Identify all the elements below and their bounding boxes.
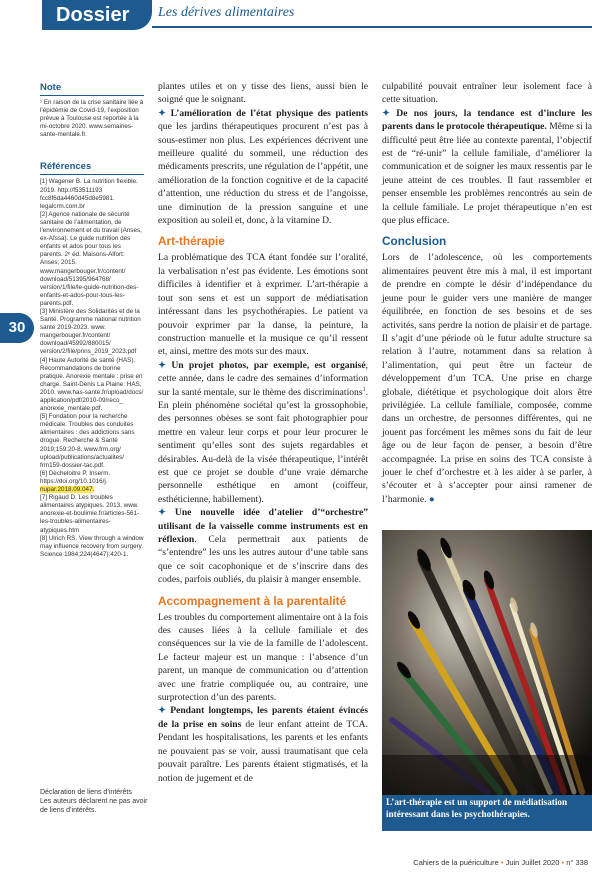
reference-item: [5] Fondation pour la recherche médicale. Troubles des conduites alimentaires : des addictions sans drogue. Recherche & Santé 2019;159:20-8. www.frm.org/ upload/publications/actualites/ frm159-dossier-tac.pdf. xyxy=(40,413,135,469)
declaration xyxy=(40,788,150,815)
references-list xyxy=(40,178,144,558)
paragraph-text: Lors de l’adolescence, où les comportements alimentaires peuvent être mis à mal, il est important de prendre en compte le désir d’indépendance du jeune pour le guider vers une manière de manger équilibrée, en fonction de ses besoins et de ses activités, sans perdre la notion de plaisir et de partage. Il s’agit d’une période où le futur adulte structure sa relation à l’autre, notamment dans sa relation à l’alimentation, qui peut être un facteur de développement d’un TCA. Une prise en charge globale, diététique et psychologique doit alors être privilégiée. La cellule familiale, composée, comme dans un orchestre, de personnes différentes, qui ne jouent pas forcément les mêmes sons du fait de leur âge ou de leur façon de penser, a besoin d’être accompagnée. La prise en soins des TCA consiste à jouer le chef d’orchestre et à les aider à se parler, à s’écouter et à s’accepter pour ainsi ramener de l’harmonie. xyxy=(382,252,592,505)
separator-dot-icon: • xyxy=(500,858,504,867)
references-rule xyxy=(40,174,144,175)
note-paragraph: ¹ En raison de la crise sanitaire liée à l’épidémie de Covid-19, l’exposition prévue à Toulouse est reportée à la mi-octobre 2020. www.semaines-sante-mentale.fr. xyxy=(40,99,144,139)
paragraph: plantes utiles et on y tisse des liens, aussi bien le soigné que le soignant. xyxy=(158,81,368,106)
paragraph: Les troubles du comportement alimentaire ont à la fois des causes liées à la cellule familiale et des conséquences sur la vie de la famille de l’adolescent. Le facteur majeur est un manque : l’absence d’un parent, un manque de communication ou d’attention avec une fratrie compliquée ou, au contraire, une surprotection d’un des parents. xyxy=(158,611,368,704)
reference-item: [8] Ulrich RS. View through a window may influence recovery from surgery. Science 1984;224(4647):420-1. xyxy=(40,534,144,558)
paragraph-text: . Cela permettrait aux patients de “s’entendre” les uns les autres autour d’une table sans que ce soit cacophonique et de s’inscrire dans des codes, parfois oubliés, du plaisir à manger ensemble. xyxy=(158,534,368,586)
lead-in: Un projet photos, par exemple, est organisé xyxy=(171,359,366,371)
issue-date: Juin Juillet 2020 xyxy=(505,858,560,867)
note-text xyxy=(40,99,144,139)
reference-item: [1] Wagener B. La nutrition flexible. 2019. http://f53511193 fcc8f6da4460d45d8e5981. legalcrm.com.br xyxy=(40,178,138,210)
page-footer xyxy=(413,858,588,867)
paragraph-text: Même si la difficulté peut être liée au contexte parental, l’objectif est de “ré-unir” la cellule familiale, d’améliorer la communication et de soigner les maux ressentis par le jeune atteint de ces troubles. Il faut rassembler et penser ensemble les problèmes rencontrés au sein de la cellule familiale. Le projet thérapeutique n’en est que plus efficace. xyxy=(382,121,592,227)
diamond-bullet-icon: ✦ xyxy=(158,107,171,119)
photo-caption: L’art-thérapie est un support de médiatisation intéressant dans les psychothérapies. xyxy=(386,797,568,819)
paragraph xyxy=(158,506,368,586)
references-title: Références xyxy=(40,161,92,173)
article-column-2 xyxy=(382,80,592,506)
lead-in: Pendant longtemps, les parents étaient évincés de la prise en soins xyxy=(158,705,369,730)
reference-item: [4] Haute Autorité de santé (HAS). Recommandations de bonne pratique. Anorexie mentale : prise en charge. Saint-Denis La Plaine: HAS; 2010. www.has-sante.fr/upload/docs/ application/pdf/2010-09/reco_ anorexie_mentale.pdf. xyxy=(40,356,144,413)
heading-conclusion: Conclusion xyxy=(382,234,447,249)
reference-item: [2] Agence nationale de sécurité sanitaire de l’alimentation, de l’environnement et du travail (Anses, ex-Afssa). Le guide nutrition des enfants et ados pour tous les parents. 2ᵉ éd. Maisons-Alfort: Anses; 2015. www.mangerbouger.fr/content/ download/51395/964768/ version/1/file/le-guide-nutrition-des-enfants-et-ados-pour-tous-les-parents.pdf. xyxy=(40,210,142,307)
spacer xyxy=(40,139,144,161)
separator-dot-icon: • xyxy=(561,858,565,867)
section-tab: Dossier xyxy=(42,0,152,30)
reference-text: [6] Decheloitre P. Inserm. https://doi.org/10.1016/j. xyxy=(40,469,111,485)
lead-in: Une nouvelle idée d’atelier d’“orchestre” utilisant de la vaisselle comme instruments est en réflexion xyxy=(158,507,368,545)
end-mark-icon: ● xyxy=(428,493,435,505)
issue-number: n° 338 xyxy=(566,858,588,867)
lead-in: L’amélioration de l’état physique des patients xyxy=(170,107,369,119)
paragraph xyxy=(158,359,368,506)
page-number: 30 xyxy=(0,313,34,343)
journal-name: Cahiers de la puériculture xyxy=(413,858,499,867)
diamond-bullet-icon: ✦ xyxy=(158,705,171,717)
diamond-bullet-icon: ✦ xyxy=(158,359,172,371)
paintbrush-photo xyxy=(382,530,592,795)
heading-accompagnement: Accompagnement à la parentalité xyxy=(158,593,347,608)
paintbrushes-image xyxy=(382,530,592,795)
diamond-bullet-icon: ✦ xyxy=(158,507,175,519)
reference-item: [3] Ministère des Solidarités et de la Santé. Programme national nutrition santé 2019-2023. www. mangerbouger.fr/content/ download/45992/880015/ version/2/file/pnns_2019_2023.pdf xyxy=(40,307,141,356)
section-subtitle: Les dérives alimentaires xyxy=(158,5,295,20)
diamond-bullet-icon: ✦ xyxy=(382,107,397,119)
header-rule xyxy=(152,26,592,28)
paragraph xyxy=(382,107,592,228)
paragraph-text: de leur enfant atteint de TCA. Pendant les hospitalisations, les parents et les enfants ne pouvaient pas se voir, aussi traumatisant que cela pouvait paraître. Les parents étaient stigmatisés, et la notion de jugement et de xyxy=(158,718,368,784)
paragraph: culpabilité pouvait entraîner leur isolement face à cette situation. xyxy=(382,81,592,106)
note-title: Note xyxy=(40,82,62,93)
paragraph-text: que les jardins thérapeutiques procurent n’est pas à sous-estimer non plus. Les expériences décrivent une meilleure qualité du sommeil, une réduction des médicaments prescrits, une régulation de l’appétit, une amélioration de la fonction cognitive et de la capacité d’attention, une réduction du stress et de l’angoisse, une diminution de la pression sanguine et une exposition au soleil et, donc, à la vitamine D. xyxy=(158,121,368,227)
declaration-title: Déclaration de liens d’intérêts xyxy=(40,789,132,796)
page-header xyxy=(0,0,592,30)
lead-in: De nos jours, la tendance est d’inclure les parents dans le protocole thérapeutique. xyxy=(382,107,592,133)
sidebar xyxy=(40,82,144,559)
highlighted-doi: nupar.2018.09.047. xyxy=(40,486,95,494)
paragraph xyxy=(158,107,368,228)
paragraph xyxy=(158,704,368,784)
reference-item xyxy=(40,470,144,494)
paragraph: La problématique des TCA étant fondée sur l’oralité, la verbalisation n’est pas évidente. Les émotions sont difficiles à identifier et à exprimer. L’art-thérapie a tout son sens et est un support de médiatisation intéressant dans les psychothérapies. Le patient va pouvoir exprimer par la danse, la peinture, la construction manuelle et la musique ce qu’il ressent et, ainsi, mettre des mots sur des maux. xyxy=(158,252,368,358)
article-column-1 xyxy=(158,80,368,785)
paragraph xyxy=(382,251,592,506)
heading-art-therapie: Art-thérapie xyxy=(158,234,225,249)
reference-item: [7] Rigaud D. Les troubles alimentaires atypiques. 2013. www. anorexie-et-boulimie.fr/articles-561-les-troubles-alimentaires-atypiques.htm xyxy=(40,494,140,534)
paragraph-text: . En plein phénomène sociétal qu’est la grossophobie, des personnes obèses se sont fait photographier pour mettre en valeur leur corps et pour leur procurer le sentiment qu’elles sont des sujets regardables et désirables. Au-delà de la visée thérapeutique, l’intérêt est que ce projet se double d’une vraie démarche personnelle esthétique en amont (coiffeur, esthéticienne, habillement). xyxy=(158,386,368,505)
note-rule xyxy=(40,95,144,96)
footnote-ref: 1 xyxy=(362,386,366,393)
paragraph-text: , cette année, dans le cadre des semaines d’information sur la santé mentale, sur le thème des discriminations xyxy=(158,359,369,398)
declaration-text: Les auteurs déclarent ne pas avoir de liens d’intérêts. xyxy=(40,798,148,814)
